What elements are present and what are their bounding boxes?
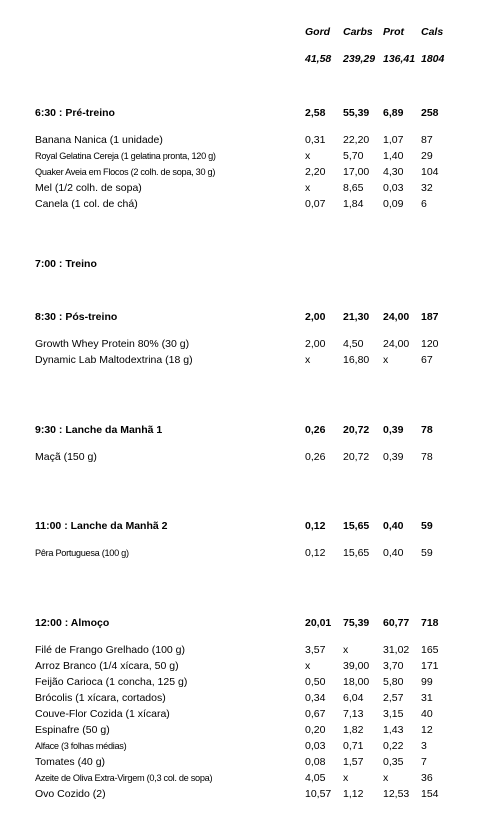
food-row xyxy=(0,352,498,368)
column-header-row xyxy=(0,24,498,40)
food-name: Canela (1 col. de chá) xyxy=(35,198,138,210)
food-carbs: 8,65 xyxy=(343,182,364,194)
food-gord: 0,07 xyxy=(305,198,326,210)
food-name: Tomates (40 g) xyxy=(35,756,106,768)
prot-header: Prot xyxy=(383,26,404,38)
total-carbs: 239,29 xyxy=(343,53,376,65)
food-gord: 0,67 xyxy=(305,708,326,720)
food-row xyxy=(0,706,498,722)
food-gord: 0,26 xyxy=(305,451,326,463)
food-name: Growth Whey Protein 80% (30 g) xyxy=(35,338,190,350)
food-row xyxy=(0,642,498,658)
food-row xyxy=(0,770,498,786)
food-gord: 0,12 xyxy=(305,547,326,559)
food-prot: 5,80 xyxy=(383,676,404,688)
food-name: Mel (1/2 colh. de sopa) xyxy=(35,182,142,194)
food-carbs: 1,82 xyxy=(343,724,364,736)
food-carbs: 0,71 xyxy=(343,740,364,752)
food-cals: 3 xyxy=(421,740,427,752)
meal-title: 9:30 : Lanche da Manhã 1 xyxy=(35,424,163,436)
food-prot: 0,40 xyxy=(383,547,404,559)
food-carbs: 4,50 xyxy=(343,338,364,350)
meal-cals: 718 xyxy=(421,617,439,629)
food-cals: 78 xyxy=(421,451,433,463)
food-prot: 3,70 xyxy=(383,660,404,672)
food-cals: 67 xyxy=(421,354,433,366)
food-cals: 59 xyxy=(421,547,433,559)
food-prot: x xyxy=(383,772,389,784)
food-carbs: 5,70 xyxy=(343,150,364,162)
meal-title: 11:00 : Lanche da Manhã 2 xyxy=(35,520,168,532)
food-cals: 29 xyxy=(421,150,433,162)
food-cals: 171 xyxy=(421,660,439,672)
meal-cals: 78 xyxy=(421,424,433,436)
meal-section-header xyxy=(0,256,498,272)
food-row xyxy=(0,658,498,674)
carbs-header: Carbs xyxy=(343,26,373,38)
food-prot: 0,03 xyxy=(383,182,404,194)
food-cals: 7 xyxy=(421,756,427,768)
meal-section-header xyxy=(0,518,498,534)
food-name: Couve-Flor Cozida (1 xícara) xyxy=(35,708,170,720)
food-carbs: 39,00 xyxy=(343,660,370,672)
food-name: Royal Gelatina Cereja (1 gelatina pronta, 120 g) xyxy=(35,151,216,161)
meal-title: 6:30 : Pré-treino xyxy=(35,107,115,119)
food-prot: 0,35 xyxy=(383,756,404,768)
food-cals: 36 xyxy=(421,772,433,784)
food-cals: 154 xyxy=(421,788,439,800)
meal-title: 12:00 : Almoço xyxy=(35,617,110,629)
food-prot: 24,00 xyxy=(383,338,410,350)
food-row xyxy=(0,180,498,196)
food-cals: 6 xyxy=(421,198,427,210)
food-carbs: 6,04 xyxy=(343,692,364,704)
meal-prot: 0,39 xyxy=(383,424,404,436)
food-gord: 0,31 xyxy=(305,134,326,146)
food-row xyxy=(0,148,498,164)
food-prot: 12,53 xyxy=(383,788,410,800)
food-cals: 32 xyxy=(421,182,433,194)
gord-header: Gord xyxy=(305,26,331,38)
food-carbs: 15,65 xyxy=(343,547,370,559)
meal-carbs: 55,39 xyxy=(343,107,370,119)
food-prot: 1,43 xyxy=(383,724,404,736)
food-carbs: x xyxy=(343,772,349,784)
food-cals: 104 xyxy=(421,166,439,178)
food-row xyxy=(0,196,498,212)
food-gord: x xyxy=(305,182,311,194)
food-name: Arroz Branco (1/4 xícara, 50 g) xyxy=(35,660,179,672)
meal-section-header xyxy=(0,422,498,438)
food-row xyxy=(0,690,498,706)
meal-carbs: 15,65 xyxy=(343,520,370,532)
food-name: Pêra Portuguesa (100 g) xyxy=(35,548,129,558)
meal-cals: 258 xyxy=(421,107,439,119)
food-row xyxy=(0,164,498,180)
food-prot: 3,15 xyxy=(383,708,404,720)
meal-section-header xyxy=(0,615,498,631)
food-carbs: 17,00 xyxy=(343,166,370,178)
food-row xyxy=(0,545,498,561)
food-gord: x xyxy=(305,660,311,672)
food-row xyxy=(0,722,498,738)
total-cals: 1804 xyxy=(421,53,445,65)
food-cals: 87 xyxy=(421,134,433,146)
food-carbs: 18,00 xyxy=(343,676,370,688)
food-row xyxy=(0,754,498,770)
food-gord: 10,57 xyxy=(305,788,332,800)
food-name: Filé de Frango Grelhado (100 g) xyxy=(35,644,185,656)
meal-carbs: 21,30 xyxy=(343,311,370,323)
food-gord: 4,05 xyxy=(305,772,326,784)
meal-carbs: 75,39 xyxy=(343,617,370,629)
food-gord: 0,03 xyxy=(305,740,326,752)
food-gord: 2,20 xyxy=(305,166,326,178)
meal-prot: 0,40 xyxy=(383,520,404,532)
food-cals: 12 xyxy=(421,724,433,736)
food-carbs: x xyxy=(343,644,349,656)
food-carbs: 16,80 xyxy=(343,354,370,366)
food-carbs: 1,12 xyxy=(343,788,364,800)
food-name: Alface (3 folhas médias) xyxy=(35,741,127,751)
food-prot: 1,07 xyxy=(383,134,404,146)
meal-carbs: 20,72 xyxy=(343,424,370,436)
meal-title: 7:00 : Treino xyxy=(35,258,97,270)
total-gord: 41,58 xyxy=(305,53,332,65)
food-name: Maçã (150 g) xyxy=(35,451,97,463)
food-gord: 0,20 xyxy=(305,724,326,736)
food-name: Brócolis (1 xícara, cortados) xyxy=(35,692,166,704)
meal-gord: 20,01 xyxy=(305,617,332,629)
meal-title: 8:30 : Pós-treino xyxy=(35,311,118,323)
food-prot: 0,39 xyxy=(383,451,404,463)
food-prot: 0,09 xyxy=(383,198,404,210)
food-cals: 40 xyxy=(421,708,433,720)
food-gord: x xyxy=(305,354,311,366)
food-prot: 31,02 xyxy=(383,644,410,656)
meal-gord: 2,58 xyxy=(305,107,326,119)
meal-prot: 24,00 xyxy=(383,311,410,323)
food-gord: 2,00 xyxy=(305,338,326,350)
food-name: Espinafre (50 g) xyxy=(35,724,110,736)
food-prot: x xyxy=(383,354,389,366)
food-row xyxy=(0,738,498,754)
food-cals: 31 xyxy=(421,692,433,704)
food-row xyxy=(0,336,498,352)
meal-gord: 2,00 xyxy=(305,311,326,323)
food-row xyxy=(0,132,498,148)
total-prot: 136,41 xyxy=(383,53,416,65)
meal-gord: 0,12 xyxy=(305,520,326,532)
food-carbs: 22,20 xyxy=(343,134,370,146)
food-row xyxy=(0,786,498,802)
food-name: Banana Nanica (1 unidade) xyxy=(35,134,163,146)
food-gord: 0,08 xyxy=(305,756,326,768)
food-cals: 120 xyxy=(421,338,439,350)
food-prot: 4,30 xyxy=(383,166,404,178)
food-carbs: 20,72 xyxy=(343,451,370,463)
food-cals: 99 xyxy=(421,676,433,688)
meal-prot: 60,77 xyxy=(383,617,410,629)
food-name: Quaker Aveia em Flocos (2 colh. de sopa, 30 g) xyxy=(35,167,216,177)
meal-cals: 59 xyxy=(421,520,433,532)
food-gord: 0,50 xyxy=(305,676,326,688)
meal-prot: 6,89 xyxy=(383,107,404,119)
food-gord: 0,34 xyxy=(305,692,326,704)
food-row xyxy=(0,674,498,690)
food-row xyxy=(0,449,498,465)
food-prot: 0,22 xyxy=(383,740,404,752)
food-gord: 3,57 xyxy=(305,644,326,656)
food-name: Feijão Carioca (1 concha, 125 g) xyxy=(35,676,188,688)
food-carbs: 1,57 xyxy=(343,756,364,768)
food-prot: 2,57 xyxy=(383,692,404,704)
food-gord: x xyxy=(305,150,311,162)
food-name: Azeite de Oliva Extra-Virgem (0,3 col. de sopa) xyxy=(35,773,213,783)
food-prot: 1,40 xyxy=(383,150,404,162)
meal-cals: 187 xyxy=(421,311,439,323)
food-carbs: 7,13 xyxy=(343,708,364,720)
meal-gord: 0,26 xyxy=(305,424,326,436)
food-name: Ovo Cozido (2) xyxy=(35,788,106,800)
food-carbs: 1,84 xyxy=(343,198,364,210)
meal-section-header xyxy=(0,105,498,121)
cals-header: Cals xyxy=(421,26,444,38)
meal-section-header xyxy=(0,309,498,325)
food-cals: 165 xyxy=(421,644,439,656)
food-name: Dynamic Lab Maltodextrina (18 g) xyxy=(35,354,193,366)
daily-totals-row xyxy=(0,51,498,67)
